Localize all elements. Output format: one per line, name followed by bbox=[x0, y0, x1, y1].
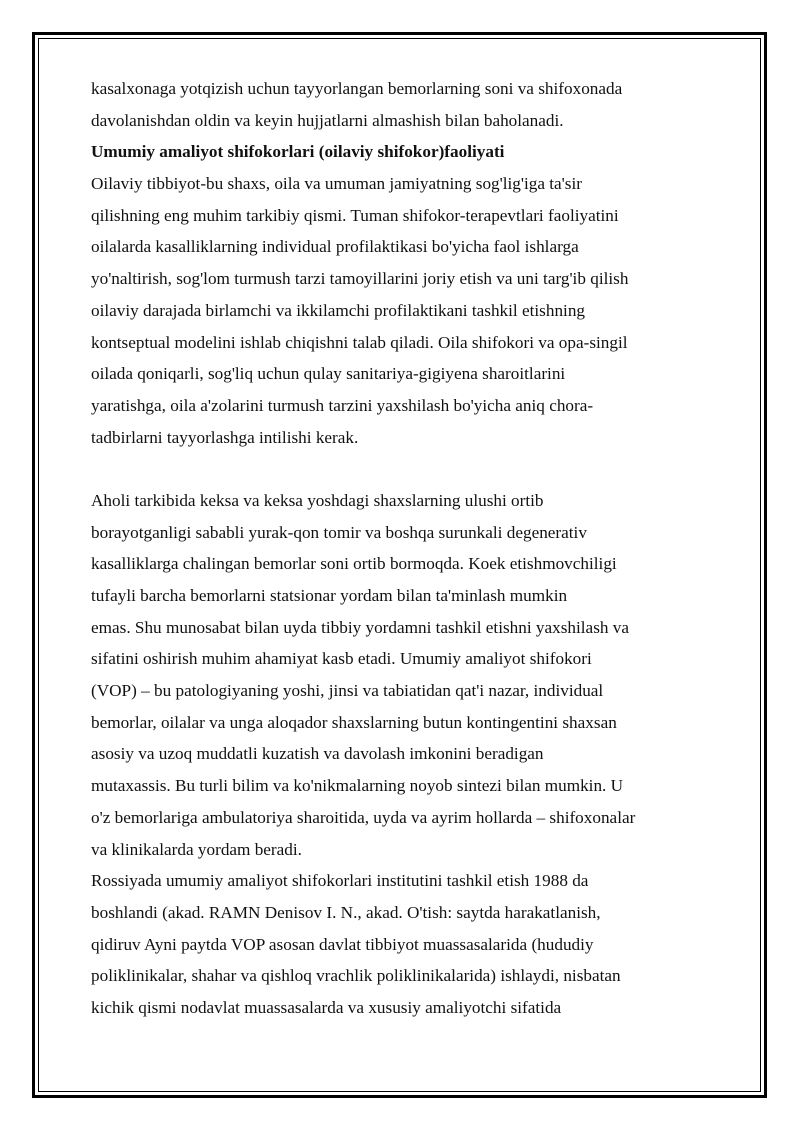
text-line: poliklinikalar, shahar va qishloq vrachlik poliklinikalarida) ishlaydi, nisbatan bbox=[91, 966, 621, 986]
text-line: tadbirlarni tayyorlashga intilishi kerak. bbox=[91, 427, 359, 447]
text-line: kasalliklarga chalingan bemorlar soni ortib bormoqda. Koek etishmovchiligi bbox=[91, 554, 617, 574]
text-line: yo'naltirish, sog'lom turmush tarzi tamoyillarini joriy etish va uni targ'ib qilish bbox=[91, 269, 629, 289]
paragraph-gap bbox=[91, 453, 711, 485]
text-line: oilalarda kasalliklarning individual profilaktikasi bo'yicha faol ishlarga bbox=[91, 237, 579, 257]
text-line: tufayli barcha bemorlarni statsionar yordam bilan ta'minlash mumkin bbox=[91, 586, 568, 605]
text-line: asosiy va uzoq muddatli kuzatish va davolash imkonini beradigan bbox=[91, 744, 544, 764]
text-line: kasalxonaga yotqizish uchun tayyorlangan bemorlarning soni va shifoxonada bbox=[91, 79, 623, 98]
text-line: emas. Shu munosabat bilan uyda tibbiy yordamni tashkil etishni yaxshilash va bbox=[91, 617, 629, 637]
text-line: Oilaviy tibbiyot-bu shaxs, oila va umuman jamiyatning sog'lig'iga ta'sir bbox=[91, 174, 582, 194]
text-line: davolanishdan oldin va keyin hujjatlarni almashish bilan baholanadi. bbox=[91, 110, 564, 130]
text-line: kontseptual modelini ishlab chiqishni talab qiladi. Oila shifokori va opa-singil bbox=[91, 332, 628, 352]
text-line: qilishning eng muhim tarkibiy qismi. Tuman shifokor-terapevtlari faoliyatini bbox=[91, 205, 619, 225]
text-line: mutaxassis. Bu turli bilim va ko'nikmalarning noyob sintezi bilan mumkin. U bbox=[91, 776, 624, 796]
text-line: oilaviy darajada birlamchi va ikkilamchi profilaktikani tashkil etishning bbox=[91, 300, 586, 320]
text-line: borayotganligi sababli yurak-qon tomir va boshqa surunkali degenerativ bbox=[91, 522, 587, 542]
text-line: va klinikalarda yordam beradi. bbox=[91, 839, 302, 859]
document-body bbox=[91, 73, 711, 1024]
text-line: (VOP) – bu patologiyaning yoshi, jinsi va tabiatidan qat'i nazar, individual bbox=[91, 681, 604, 701]
text-line: Rossiyada umumiy amaliyot shifokorlari institutini tashkil etish 1988 da bbox=[91, 871, 589, 891]
text-line: yaratishga, oila a'zolarini turmush tarzini yaxshilash bo'yicha aniq chora- bbox=[91, 395, 594, 415]
text-line: qidiruv Ayni paytda VOP asosan davlat tibbiyot muassasalarida (hududiy bbox=[91, 934, 594, 954]
text-line: Aholi tarkibida keksa va keksa yoshdagi shaxslarning ulushi ortib bbox=[91, 490, 544, 510]
text-line: boshlandi (akad. RAMN Denisov I. N., akad. O'tish: saytda harakatlanish, bbox=[91, 902, 601, 922]
section-heading: Umumiy amaliyot shifokorlari (oilaviy shifokor)faoliyati bbox=[91, 142, 505, 162]
text-line: oilada qoniqarli, sog'liq uchun qulay sanitariya-gigiyena sharoitlarini bbox=[91, 364, 566, 384]
text-line: o'z bemorlariga ambulatoriya sharoitida, uyda va ayrim hollarda – shifoxonalar bbox=[91, 807, 636, 827]
text-line: bemorlar, oilalar va unga aloqador shaxslarning butun kontingentini shaxsan bbox=[91, 712, 617, 732]
text-line: sifatini oshirish muhim ahamiyat kasb etadi. Umumiy amaliyot shifokori bbox=[91, 649, 592, 669]
text-line: kichik qismi nodavlat muassasalarda va xususiy amaliyotchi sifatida bbox=[91, 997, 562, 1017]
